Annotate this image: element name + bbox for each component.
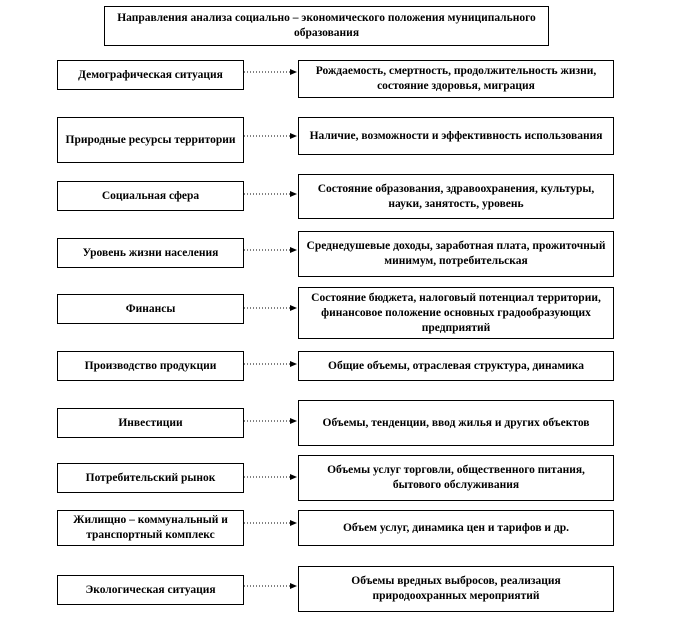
description-box-consumer-market: Объемы услуг торговли, общественного питания, бытового обслуживания xyxy=(298,455,614,501)
category-box-social-sphere: Социальная сфера xyxy=(57,181,244,211)
description-box-finance: Состояние бюджета, налоговый потенциал территории, финансовое положение основных градообразующих предприятий xyxy=(298,287,614,339)
category-box-natural-resources: Природные ресурсы территории xyxy=(57,117,244,163)
description-box-demography: Рождаемость, смертность, продолжительность жизни, состояние здоровья, миграция xyxy=(298,60,614,98)
category-box-demography: Демографическая ситуация xyxy=(57,60,244,90)
category-box-consumer-market: Потребительский рынок xyxy=(57,463,244,493)
description-box-production: Общие объемы, отраслевая структура, динамика xyxy=(298,351,614,381)
category-box-ecology: Экологическая ситуация xyxy=(57,575,244,605)
category-box-investment: Инвестиции xyxy=(57,408,244,438)
category-box-finance: Финансы xyxy=(57,294,244,324)
category-box-production: Производство продукции xyxy=(57,351,244,381)
description-box-ecology: Объемы вредных выбросов, реализация природоохранных мероприятий xyxy=(298,566,614,612)
category-box-living-standard: Уровень жизни населения xyxy=(57,238,244,268)
description-box-natural-resources: Наличие, возможности и эффективность использования xyxy=(298,117,614,155)
description-box-housing-utilities: Объем услуг, динамика цен и тарифов и др. xyxy=(298,510,614,546)
category-box-housing-utilities: Жилищно – коммунальный и транспортный комплекс xyxy=(57,510,244,546)
description-box-social-sphere: Состояние образования, здравоохранения, культуры, науки, занятость, уровень xyxy=(298,174,614,219)
diagram-title: Направления анализа социально – экономического положения муниципального образования xyxy=(104,6,549,46)
description-box-investment: Объемы, тенденции, ввод жилья и других объектов xyxy=(298,400,614,446)
description-box-living-standard: Среднедушевые доходы, заработная плата, прожиточный минимум, потребительская xyxy=(298,231,614,277)
